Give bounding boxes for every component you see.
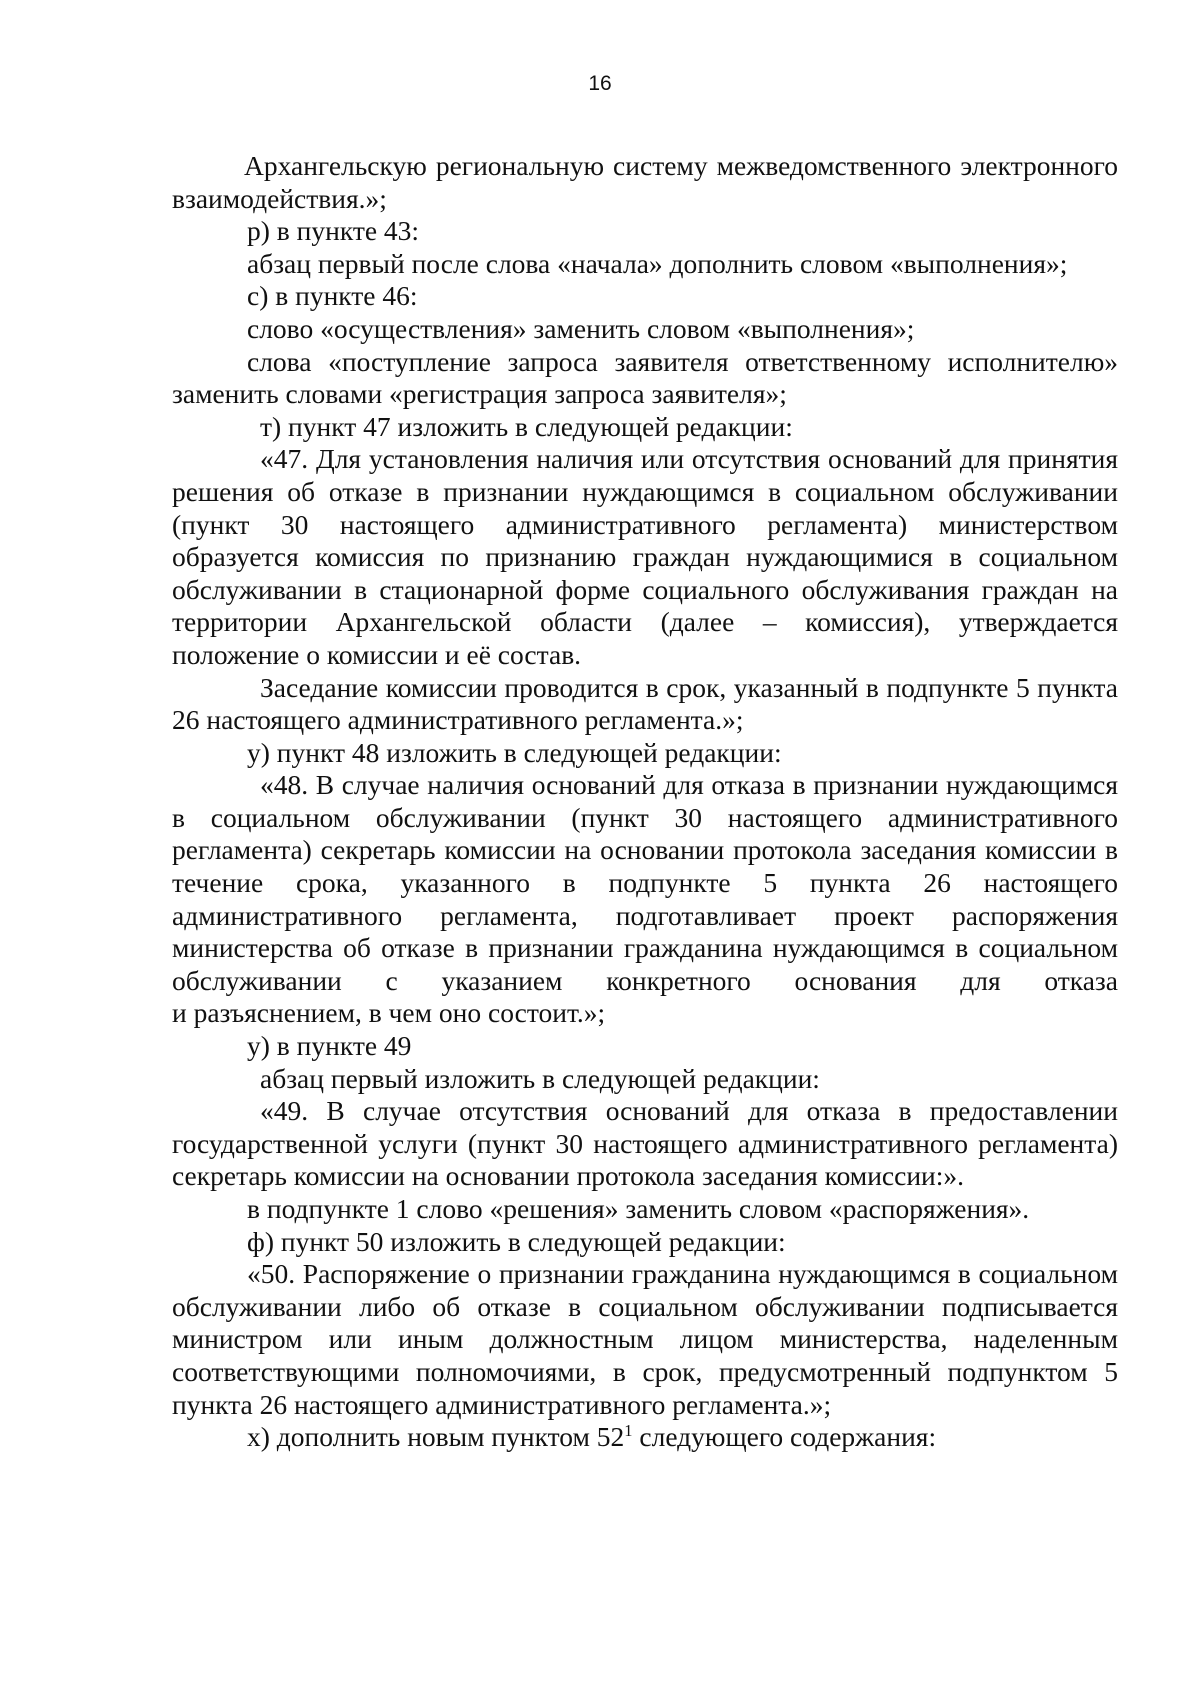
paragraph-item-f: ф) пункт 50 изложить в следующей редакции:: [247, 1225, 786, 1257]
paragraph-amendment: слово «осуществления» заменить словом «выполнения»;: [247, 312, 915, 344]
paragraph-item-r: р) в пункте 43:: [247, 215, 420, 247]
paragraph-amendment: слова «поступление запроса заявителя ответственному исполнителю» заменить словами «регистрация запроса заявителя»;: [172, 345, 1118, 410]
paragraph-item-t: т) пункт 47 изложить в следующей редакции:: [260, 410, 793, 442]
item-kh-text-end: следующего содержания:: [632, 1421, 937, 1453]
paragraph-clause-47: «47. Для установления наличия или отсутствия оснований для принятия решения об отказе в признании нуждающимся в социальном обслуживании (пункт 30 настоящего административного регламента) министерством образуется комиссия по признанию граждан нуждающимися в социальном обслуживании в стационарной форме социального обслуживания граждан на территории Архангельской области (далее – комиссия), утверждается положение о комиссии и её состав.: [172, 443, 1118, 670]
document-body: [172, 150, 1118, 1454]
item-kh-text: х) дополнить новым пунктом 52: [247, 1421, 625, 1453]
paragraph-item-u-49: у) в пункте 49: [247, 1030, 412, 1062]
page-number: 16: [588, 72, 612, 95]
paragraph-item-kh: [172, 1421, 1118, 1454]
paragraph-continuation: Архангельскую региональную систему межведомственного электронного взаимодействия.»;: [172, 150, 1118, 214]
paragraph-amendment: абзац первый после слова «начала» дополнить словом «выполнения»;: [247, 247, 1068, 279]
paragraph-item-u: у) пункт 48 изложить в следующей редакции:: [247, 736, 782, 768]
paragraph-clause-48-end: и разъяснением, в чем оно состоит.»;: [172, 997, 606, 1029]
paragraph-item-s: с) в пункте 46:: [247, 280, 418, 312]
paragraph-amendment: абзац первый изложить в следующей редакции:: [260, 1062, 820, 1094]
paragraph-amendment: в подпункте 1 слово «решения» заменить словом «распоряжения».: [247, 1193, 1030, 1224]
paragraph-clause-47-session: Заседание комиссии проводится в срок, указанный в подпункте 5 пункта 26 настоящего административного регламента.»;: [172, 671, 1118, 736]
paragraph-clause-48: «48. В случае наличия оснований для отказа в признании нуждающимся в социальном обслуживании (пункт 30 настоящего административного регламента) секретарь комиссии на основании протокола заседания комиссии в течение срока, указанного в подпункте 5 пункта 26 настоящего административного регламента, подготавливает проект распоряжения министерства об отказе в признании гражданина нуждающимся в социальном обслуживании с указанием конкретного основания для отказа: [172, 769, 1118, 996]
superscript-index: 1: [624, 1421, 633, 1440]
paragraph-clause-49: «49. В случае отсутствия оснований для отказа в предоставлении государственной услуги (пункт 30 настоящего административного регламента) секретарь комиссии на основании протокола заседания комиссии:».: [172, 1095, 1118, 1192]
paragraph-clause-50: «50. Распоряжение о признании гражданина нуждающимся в социальном обслуживании либо об отказе в социальном обслуживании подписывается министром или иным должностным лицом министерства, наделенным соответствующими полномочиями, в срок, предусмотренный подпунктом 5 пункта 26 настоящего административного регламента.»;: [172, 1258, 1118, 1420]
